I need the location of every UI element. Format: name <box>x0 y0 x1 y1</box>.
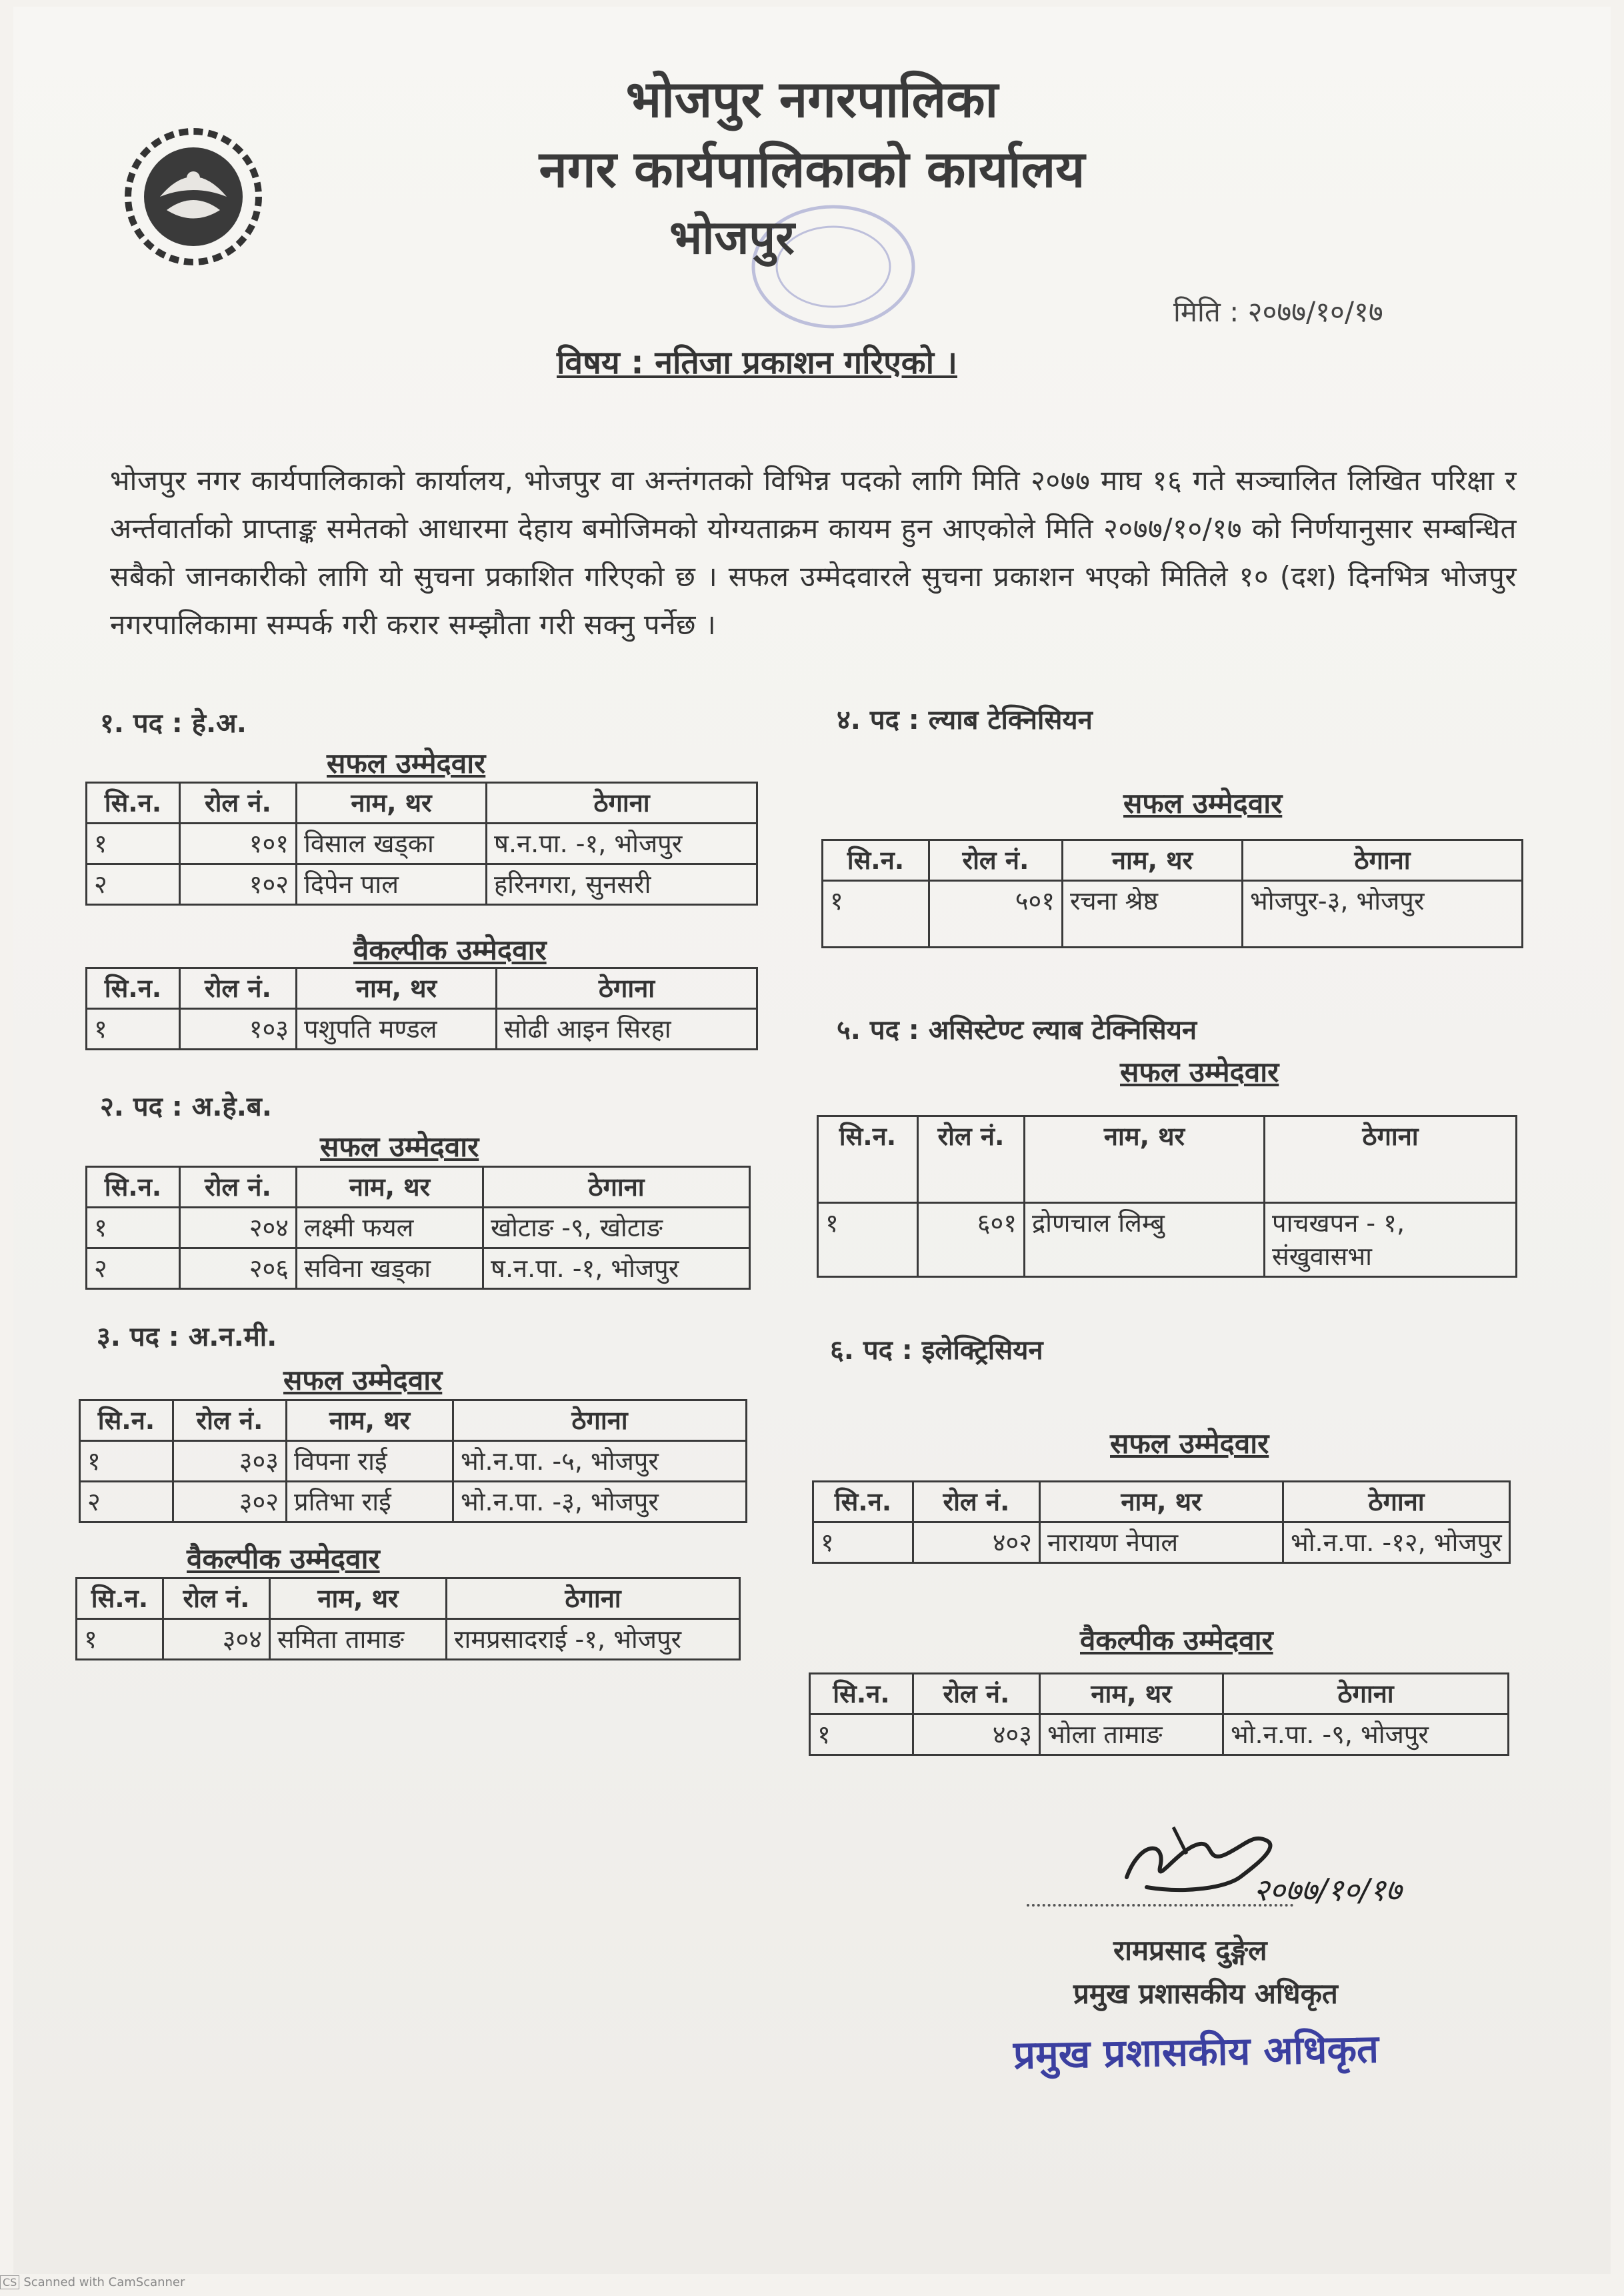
table-header-row <box>813 1482 1510 1522</box>
col-name: नाम, थर <box>1040 1674 1223 1714</box>
post-6-alternate-caption: वैकल्पीक उम्मेदवार <box>1080 1624 1273 1656</box>
scan-footer <box>0 2275 185 2289</box>
table-row <box>810 1714 1509 1755</box>
col-sn: सि.न. <box>818 1116 918 1203</box>
table-row <box>87 1248 750 1289</box>
table-row <box>80 1441 747 1482</box>
post-3-title: ३. पद : अ.न.मी. <box>97 1322 277 1352</box>
cell-sn: २ <box>87 1248 180 1289</box>
cell-sn: १ <box>87 824 180 864</box>
col-sn: सि.न. <box>87 968 180 1009</box>
col-sn: सि.न. <box>810 1674 913 1714</box>
col-address: ठेगाना <box>1265 1116 1517 1203</box>
district-name: भोजपुर <box>669 210 795 265</box>
post-4-title: ४. पद : ल्याब टेक्निसियन <box>837 705 1093 736</box>
signature-line <box>1027 1904 1293 1907</box>
table-header-row <box>823 840 1523 881</box>
cell-roll: ३०४ <box>163 1619 270 1660</box>
cell-sn: १ <box>823 881 929 948</box>
col-roll: रोल नं. <box>913 1674 1040 1714</box>
col-sn: सि.न. <box>77 1578 163 1619</box>
cell-name: नारायण नेपाल <box>1040 1522 1283 1563</box>
col-roll: रोल नं. <box>913 1482 1040 1522</box>
cell-name: प्रतिभा राई <box>287 1482 453 1522</box>
post-1-alternate-caption: वैकल्पीक उम्मेदवार <box>353 934 547 966</box>
col-address: ठेगाना <box>1243 840 1523 881</box>
col-address: ठेगाना <box>453 1400 747 1441</box>
col-address: ठेगाना <box>487 783 757 824</box>
cell-name: समिता तामाङ <box>270 1619 447 1660</box>
cell-sn: २ <box>87 864 180 905</box>
cell-name: विपना राई <box>287 1441 453 1482</box>
signature-date: २०७७/१०/१७ <box>1253 1872 1402 1908</box>
table-header-row <box>87 968 757 1009</box>
col-sn: सि.न. <box>813 1482 913 1522</box>
col-roll: रोल नं. <box>180 968 297 1009</box>
cell-roll: २०४ <box>180 1208 297 1248</box>
post-1-successful-table <box>85 782 758 906</box>
post-6-alternate-table <box>809 1672 1509 1756</box>
cell-address: भो.न.पा. -१२, भोजपुर <box>1283 1522 1510 1563</box>
cell-roll: ४०३ <box>913 1714 1040 1755</box>
cell-roll: २०६ <box>180 1248 297 1289</box>
post-1-title: १. पद : हे.अ. <box>100 708 247 739</box>
col-address: ठेगाना <box>483 1167 750 1208</box>
signer-title: प्रमुख प्रशासकीय अधिकृत <box>1073 1977 1338 2010</box>
col-name: नाम, थर <box>297 783 487 824</box>
cell-roll: १०१ <box>180 824 297 864</box>
col-address: ठेगाना <box>497 968 757 1009</box>
table-row <box>823 881 1523 948</box>
cell-sn: १ <box>87 1208 180 1248</box>
post-2-successful-table <box>85 1166 751 1290</box>
col-sn: सि.न. <box>87 783 180 824</box>
post-3-alternate-table <box>75 1577 741 1660</box>
cell-address: पाचखपन - १, संखुवासभा <box>1265 1203 1517 1277</box>
post-4-successful-table <box>821 839 1523 948</box>
cell-address: भो.न.पा. -३, भोजपुर <box>453 1482 747 1522</box>
post-3-successful-table <box>79 1399 747 1523</box>
col-roll: रोल नं. <box>173 1400 287 1441</box>
table-row <box>87 1009 757 1050</box>
col-roll: रोल नं. <box>180 1167 297 1208</box>
table-header-row <box>818 1116 1517 1203</box>
cell-roll: ४०२ <box>913 1522 1040 1563</box>
table-row <box>80 1482 747 1522</box>
cell-roll: १०२ <box>180 864 297 905</box>
cell-sn: १ <box>87 1009 180 1050</box>
table-row <box>813 1522 1510 1563</box>
notice-body: भोजपुर नगर कार्यपालिकाको कार्यालय, भोजपुर वा अन्तंगतको विभिन्न पदको लागि मिति २०७७ माघ १६ गते सञ्चालित लिखित परिक्षा र अर्न्तवार्ताको प्राप्ताङ्क समेतको आधारमा देहाय बमोजिमको योग्यताक्रम कायम हुन आएकोले मिति २०७७/१०/१७ को निर्णयानुसार सम्बन्धित सबैको जानकारीको लागि यो सुचना प्रकाशित गरिएको छ । सफल उम्मेदवारले सुचना प्रकाशन भएको मितिले १० (दश) दिनभित्र भोजपुर नगरपालिकामा सम्पर्क गरी करार सम्झौता गरी सक्नु पर्नेछ । <box>110 464 1517 641</box>
cell-name: रचना श्रेष्ठ <box>1063 881 1243 948</box>
post-5-successful-caption: सफल उम्मेदवार <box>1120 1056 1279 1088</box>
cell-sn: १ <box>77 1619 163 1660</box>
table-row <box>77 1619 740 1660</box>
post-2-title: २. पद : अ.हे.ब. <box>100 1092 272 1122</box>
cell-roll: ३०३ <box>173 1441 287 1482</box>
cell-roll: ६०१ <box>918 1203 1025 1277</box>
camscanner-text: Scanned with CamScanner <box>23 2275 185 2289</box>
col-roll: रोल नं. <box>180 783 297 824</box>
table-header-row <box>87 1167 750 1208</box>
col-name: नाम, थर <box>1025 1116 1265 1203</box>
cell-roll: ३०२ <box>173 1482 287 1522</box>
office-name: नगर कार्यपालिकाको कार्यालय <box>539 139 1085 199</box>
cell-address: रामप्रसादराई -१, भोजपुर <box>447 1619 740 1660</box>
post-3-alternate-caption: वैकल्पीक उम्मेदवार <box>187 1542 380 1575</box>
table-row <box>87 1208 750 1248</box>
cell-address: ष.न.पा. -१, भोजपुर <box>487 824 757 864</box>
cell-address: ष.न.पा. -१, भोजपुर <box>483 1248 750 1289</box>
col-sn: सि.न. <box>80 1400 173 1441</box>
cell-roll: ५०१ <box>929 881 1063 948</box>
official-stamp-text: प्रमुख प्रशासकीय अधिकृत <box>1013 2026 1379 2078</box>
document-date: मिति : २०७७/१०/१७ <box>1173 295 1383 328</box>
col-sn: सि.न. <box>823 840 929 881</box>
cell-roll: १०३ <box>180 1009 297 1050</box>
post-2-successful-caption: सफल उम्मेदवार <box>320 1130 479 1163</box>
col-roll: रोल नं. <box>163 1578 270 1619</box>
cell-name: द्रोणचाल लिम्बु <box>1025 1203 1265 1277</box>
cell-sn: १ <box>818 1203 918 1277</box>
post-6-successful-caption: सफल उम्मेदवार <box>1110 1427 1269 1460</box>
table-header-row <box>810 1674 1509 1714</box>
col-roll: रोल नं. <box>918 1116 1025 1203</box>
post-5-successful-table <box>817 1115 1517 1278</box>
cell-name: पशुपति मण्डल <box>297 1009 497 1050</box>
post-6-title: ६. पद : इलेक्ट्रिसियन <box>830 1335 1043 1366</box>
col-name: नाम, थर <box>297 968 497 1009</box>
col-roll: रोल नं. <box>929 840 1063 881</box>
cell-sn: १ <box>810 1714 913 1755</box>
cell-sn: १ <box>813 1522 913 1563</box>
col-address: ठेगाना <box>1223 1674 1509 1714</box>
col-name: नाम, थर <box>1063 840 1243 881</box>
post-5-title: ५. पद : असिस्टेण्ट ल्याब टेक्निसियन <box>837 1015 1197 1046</box>
col-name: नाम, थर <box>297 1167 483 1208</box>
post-3-successful-caption: सफल उम्मेदवार <box>283 1364 443 1396</box>
cell-sn: २ <box>80 1482 173 1522</box>
cell-sn: १ <box>80 1441 173 1482</box>
cell-address: सोढी आइन सिरहा <box>497 1009 757 1050</box>
col-sn: सि.न. <box>87 1167 180 1208</box>
cell-address: हरिनगरा, सुनसरी <box>487 864 757 905</box>
document-subject: विषय : नतिजा प्रकाशन गरिएको । <box>557 344 957 381</box>
post-4-successful-caption: सफल उम्मेदवार <box>1123 787 1283 820</box>
cell-address: खोटाङ -९, खोटाङ <box>483 1208 750 1248</box>
cell-name: लक्ष्मी फयल <box>297 1208 483 1248</box>
cell-name: दिपेन पाल <box>297 864 487 905</box>
camscanner-badge: CS <box>0 2275 19 2289</box>
table-header-row <box>87 783 757 824</box>
cell-address: भोजपुर-३, भोजपुर <box>1243 881 1523 948</box>
cell-address: भो.न.पा. -९, भोजपुर <box>1223 1714 1509 1755</box>
col-name: नाम, थर <box>287 1400 453 1441</box>
table-header-row <box>80 1400 747 1441</box>
table-row <box>87 824 757 864</box>
table-row <box>818 1203 1517 1277</box>
post-1-alternate-table <box>85 967 758 1050</box>
cell-name: सविना खड्का <box>297 1248 483 1289</box>
post-6-successful-table <box>812 1480 1511 1564</box>
cell-name: विसाल खड्का <box>297 824 487 864</box>
post-1-successful-caption: सफल उम्मेदवार <box>327 747 486 780</box>
col-address: ठेगाना <box>447 1578 740 1619</box>
col-address: ठेगाना <box>1283 1482 1510 1522</box>
col-name: नाम, थर <box>1040 1482 1283 1522</box>
signer-name: रामप्रसाद दुङ्गेल <box>1113 1934 1267 1967</box>
table-header-row <box>77 1578 740 1619</box>
cell-name: भोला तामाङ <box>1040 1714 1223 1755</box>
municipality-name: भोजपुर नगरपालिका <box>625 69 999 129</box>
table-row <box>87 864 757 905</box>
cell-address: भो.न.पा. -५, भोजपुर <box>453 1441 747 1482</box>
col-name: नाम, थर <box>270 1578 447 1619</box>
